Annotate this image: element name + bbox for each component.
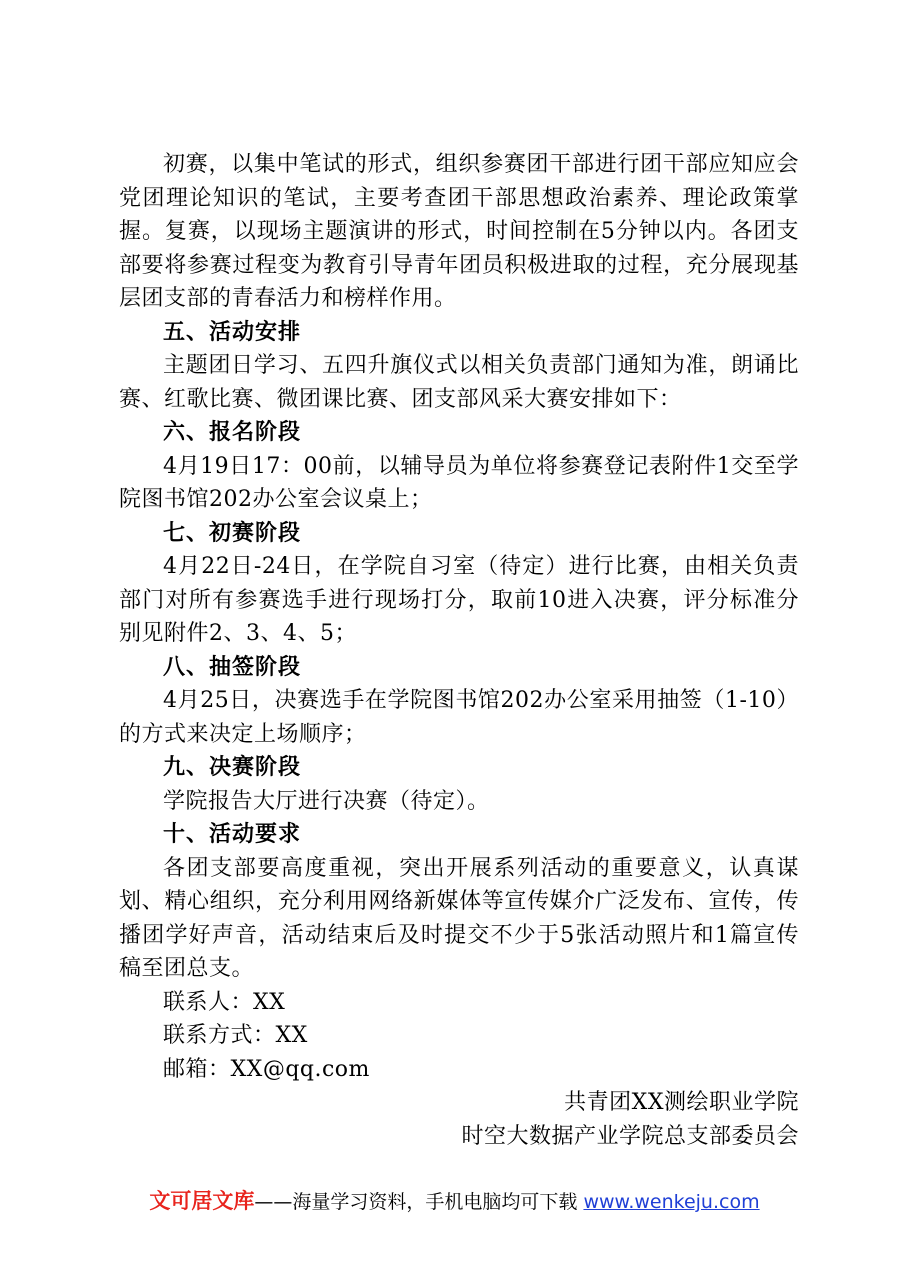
footer-tagline: ——海量学习资料，手机电脑均可下载 <box>254 1191 578 1213</box>
heading-registration: 六、报名阶段 <box>163 420 302 445</box>
signature-organization: 共青团XX测绘职业学院 <box>564 1090 799 1115</box>
signature-committee: 时空大数据产业学院总支部委员会 <box>461 1123 799 1149</box>
heading-preliminary: 七、初赛阶段 <box>163 520 302 546</box>
paragraph-preliminary: 4月22日-24日，在学院自习室（待定）进行比赛，由相关负责部门对所有参赛选手进行现场打分，取前10进入决赛，评分标准分别见附件2、3、4、5； <box>119 554 799 646</box>
paragraph-activity-schedule: 主题团日学习、五四升旗仪式以相关负责部门通知为准，朗诵比赛、红歌比赛、微团课比赛、团支部风采大赛安排如下： <box>119 353 799 412</box>
document-body <box>119 148 799 1153</box>
footer-brand: 文可居文库 <box>149 1189 255 1213</box>
paragraph-final: 学院报告大厅进行决赛（待定）。 <box>163 788 490 814</box>
contact-method: 联系方式：XX <box>163 1023 308 1048</box>
heading-requirements: 十、活动要求 <box>163 822 302 847</box>
contact-email: 邮箱：XX@qq.com <box>163 1056 370 1082</box>
watermark-footer <box>0 1185 909 1215</box>
paragraph-requirements: 各团支部要高度重视，突出开展系列活动的重要意义，认真谋划、精心组织，充分利用网络新媒体等宣传媒介广泛发布、宣传，传播团学好声音，活动结束后及时提交不少于5张活动照片和1篇宣传稿至团总支。 <box>119 855 799 981</box>
heading-draw: 八、抽签阶段 <box>163 654 302 680</box>
paragraph-draw: 4月25日，决赛选手在学院图书馆202办公室采用抽签（1-10）的方式来决定上场顺序； <box>119 688 799 747</box>
heading-activity-schedule: 五、活动安排 <box>163 319 302 345</box>
heading-final: 九、决赛阶段 <box>163 755 302 780</box>
paragraph-competition-format: 初赛，以集中笔试的形式，组织参赛团干部进行团干部应知应会党团理论知识的笔试，主要考查团干部思想政治素养、理论政策掌握。复赛，以现场主题演讲的形式，时间控制在5分钟以内。各团支部要将参赛过程变为教育引导青年团员积极进取的过程，充分展现基层团支部的青春活力和榜样作用。 <box>119 152 799 311</box>
paragraph-registration: 4月19日17：00前，以辅导员为单位将参赛登记表附件1交至学院图书馆202办公室会议桌上； <box>119 453 799 512</box>
footer-url-link[interactable]: www.wenkeju.com <box>583 1191 760 1213</box>
contact-person: 联系人：XX <box>163 989 286 1015</box>
signature-block <box>119 1086 799 1153</box>
